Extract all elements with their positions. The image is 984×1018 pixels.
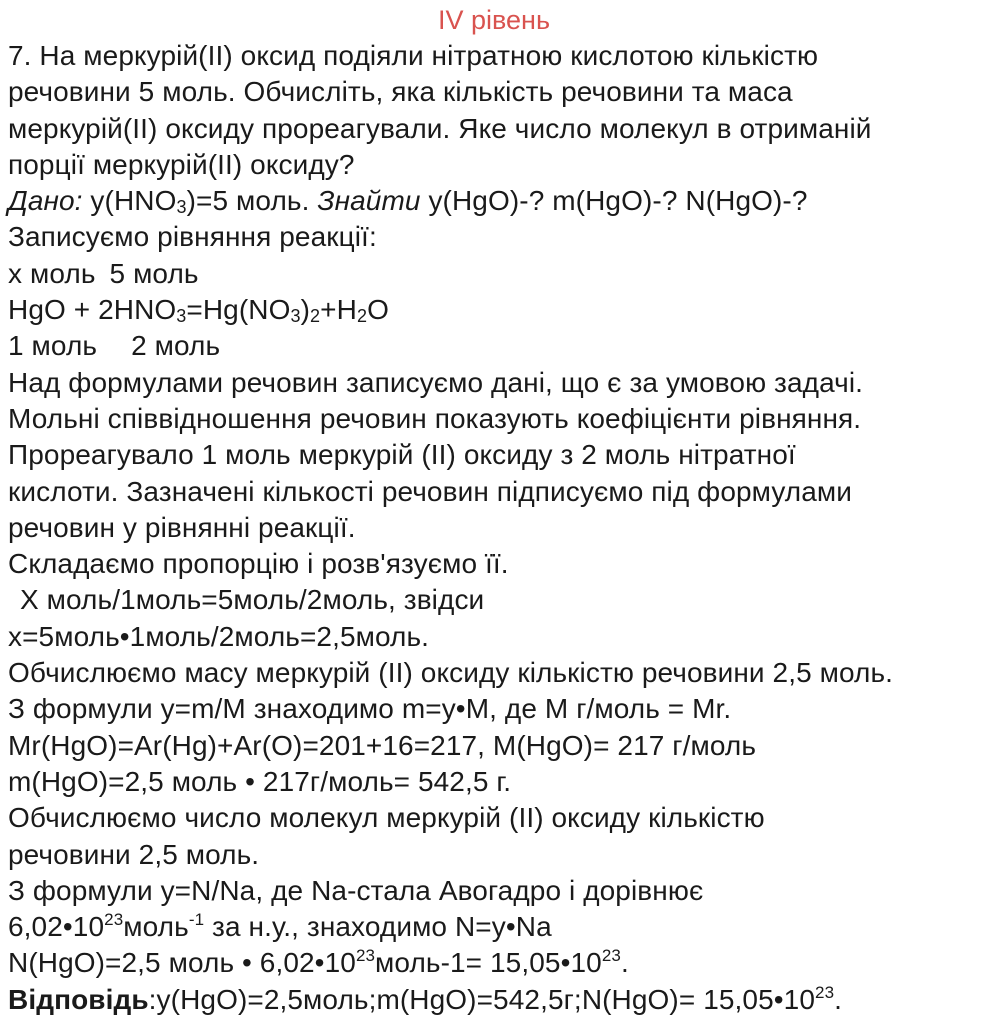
answer-line [8, 982, 980, 1018]
bottom-amount-b: 2 моль [131, 330, 221, 362]
bottom-amount-a: 1 моль [8, 330, 98, 362]
eq-part-1: HgO + 2HNO [8, 294, 177, 326]
avogadro-sup-2: -1 [188, 910, 205, 930]
level-title: IV рівень [437, 5, 551, 35]
explain-line-10: З формули y=m/M знаходимо m=y•M, де М г/моль = Mr. [8, 693, 732, 725]
avogadro-part-1: 6,02•10 [8, 911, 105, 943]
eq-part-5: O [367, 294, 389, 326]
equation-top-amounts [8, 256, 980, 292]
explain-line-11: Mr(HgO)=Ar(Hg)+Ar(O)=201+16=217, M(HgO)= 217 г/моль [8, 729, 757, 761]
eq-sub-1: 3 [176, 306, 187, 327]
explain-line-15: З формули y=N/Na, де Na-стала Авогадро і дорівнює [8, 874, 704, 906]
explain-line-14: речовини 2,5 моль. [8, 838, 260, 870]
problem-line-1: 7. На меркурій(ІІ) оксид подіяли нітратною кислотою кількістю [8, 40, 819, 71]
document-page [8, 0, 980, 1018]
equation-intro: Записуємо рівняння реакції: [8, 221, 377, 253]
calc-part-2: моль-1= 15,05•10 [375, 947, 602, 979]
calc-part-3: . [620, 947, 629, 979]
explain-line-12: m(HgO)=2,5 моль • 217г/моль= 542,5 г. [8, 765, 512, 797]
given-line [8, 183, 980, 219]
problem-line-2: речовини 5 моль. Обчисліть, яка кількість речовини та маса [8, 76, 793, 108]
answer-label: Відповідь [8, 983, 149, 1015]
problem-line-3: меркурій(ІІ) оксиду прореагували. Яке число молекул в отриманій [8, 112, 872, 144]
explain-line-2: Мольні співвідношення речовин показують коефіцієнти рівняння. [8, 402, 862, 434]
calc-part-1: N(HgO)=2,5 моль • 6,02•10 [8, 947, 356, 979]
avogadro-sup-1: 23 [104, 910, 124, 930]
eq-part-4: +H [320, 294, 357, 326]
eq-sub-2: 3 [290, 306, 301, 327]
answer-text: :у(HgO)=2,5моль;m(HgO)=542,5г;N(HgO)= 15,05•10 [148, 983, 816, 1015]
eq-part-2: =Hg(NO [186, 294, 291, 326]
avogadro-line [8, 909, 980, 945]
explain-line-5: речовин у рівнянні реакції. [8, 511, 356, 543]
given-text-b: )=5 моль. [186, 185, 318, 217]
explain-line-6: Складаємо пропорцію і розв'язуємо її. [8, 548, 509, 580]
calc-sup-1: 23 [355, 946, 376, 966]
answer-end: . [834, 983, 843, 1015]
find-label: Знайти [317, 185, 421, 217]
answer-sup: 23 [815, 982, 835, 1002]
avogadro-part-3: за н.у., знаходимо N=y•Na [204, 911, 552, 943]
given-sub: 3 [176, 197, 187, 218]
calc-sup-2: 23 [601, 946, 621, 966]
molecules-calc-line [8, 945, 980, 981]
top-amount-a: х моль [8, 257, 96, 289]
eq-sub-4: 2 [356, 306, 368, 327]
proportion-text: Х моль/1моль=5моль/2моль, звідси [20, 584, 485, 616]
explain-line-9: Обчислюємо масу меркурій (ІІ) оксиду кількістю речовини 2,5 моль. [8, 657, 894, 689]
explain-line-13: Обчислюємо число молекул меркурій (ІІ) оксиду кількістю [8, 802, 765, 834]
eq-part-3: ) [300, 294, 311, 326]
top-amount-b: 5 моль [109, 257, 199, 289]
proportion-line [8, 582, 980, 618]
explain-line-3: Прореагувало 1 моль меркурій (ІІ) оксиду з 2 моль нітратної [8, 439, 796, 471]
explain-line-4: кислоти. Зазначені кількості речовин підписуємо під формулами [8, 475, 853, 507]
given-label: Дано: [8, 185, 83, 217]
eq-sub-3: 2 [310, 306, 321, 327]
equation-bottom-amounts [8, 328, 980, 364]
reaction-equation [8, 292, 980, 328]
explain-line-1: Над формулами речовин записуємо дані, що є за умовою задачі. [8, 366, 864, 398]
solution-x-line: х=5моль•1моль/2моль=2,5моль. [8, 620, 430, 652]
find-text: у(HgO)-? m(HgO)-? N(HgO)-? [420, 185, 808, 217]
avogadro-part-2: моль [123, 911, 189, 943]
given-text-a: у(HNO [82, 185, 177, 217]
problem-line-4: порції меркурій(ІІ) оксиду? [8, 148, 355, 180]
